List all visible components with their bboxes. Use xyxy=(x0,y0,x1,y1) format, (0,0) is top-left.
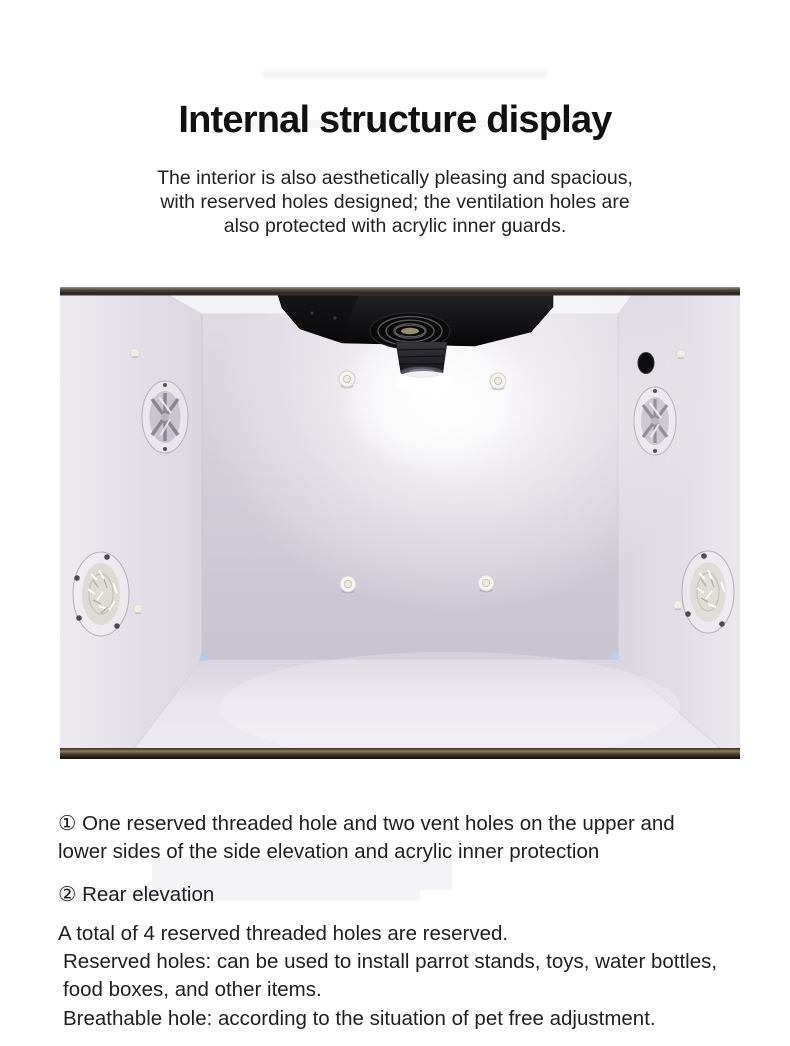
interior-photo xyxy=(60,287,740,759)
note-side-elevation: ① One reserved threaded hole and two vent holes on the upper and lower sides of the side elevation and acrylic inner protection xyxy=(58,811,675,863)
vent-fan-lower-right xyxy=(682,551,734,633)
note-rear-elevation: ② Rear elevation xyxy=(58,882,215,906)
screw-cap xyxy=(134,605,143,615)
vent-fan-upper-left xyxy=(142,381,188,453)
breathable-hole xyxy=(638,353,654,374)
subtitle-line: also protected with acrylic inner guards. xyxy=(223,215,567,237)
screw-cap xyxy=(674,601,683,611)
screw-cap xyxy=(677,350,686,360)
threaded-hole-knob xyxy=(340,576,356,593)
floor-light-reflection xyxy=(220,652,680,759)
screw-cap xyxy=(131,349,140,359)
left-wall xyxy=(60,295,202,750)
panel-hole xyxy=(310,311,313,314)
top-frame-edge xyxy=(60,287,740,296)
threaded-hole-knob xyxy=(339,371,355,388)
note-total-holes: A total of 4 reserved threaded holes are reserved. xyxy=(58,921,509,945)
page-title: Internal structure display xyxy=(178,99,612,142)
note-breathable-hole: Breathable hole: according to the situation of pet free adjustment. xyxy=(63,1006,656,1030)
vent-fan-lower-left xyxy=(73,552,129,636)
subtitle-line: with reserved holes designed; the ventilation holes are xyxy=(160,191,630,213)
ghost-text-artifact xyxy=(263,70,547,78)
panel-hole xyxy=(333,316,336,319)
vent-fan-upper-right xyxy=(634,387,676,455)
threaded-hole-knob xyxy=(490,373,506,390)
interior-photo-graphic xyxy=(60,287,740,759)
threaded-hole-knob xyxy=(478,575,494,592)
note-reserved-holes: Reserved holes: can be used to install parrot stands, toys, water bottles, food boxes, and other items. xyxy=(63,949,718,1001)
subtitle-line: The interior is also aesthetically pleasing and spacious, xyxy=(157,167,633,189)
page-subtitle xyxy=(0,166,790,238)
bottom-frame-edge xyxy=(60,748,740,759)
